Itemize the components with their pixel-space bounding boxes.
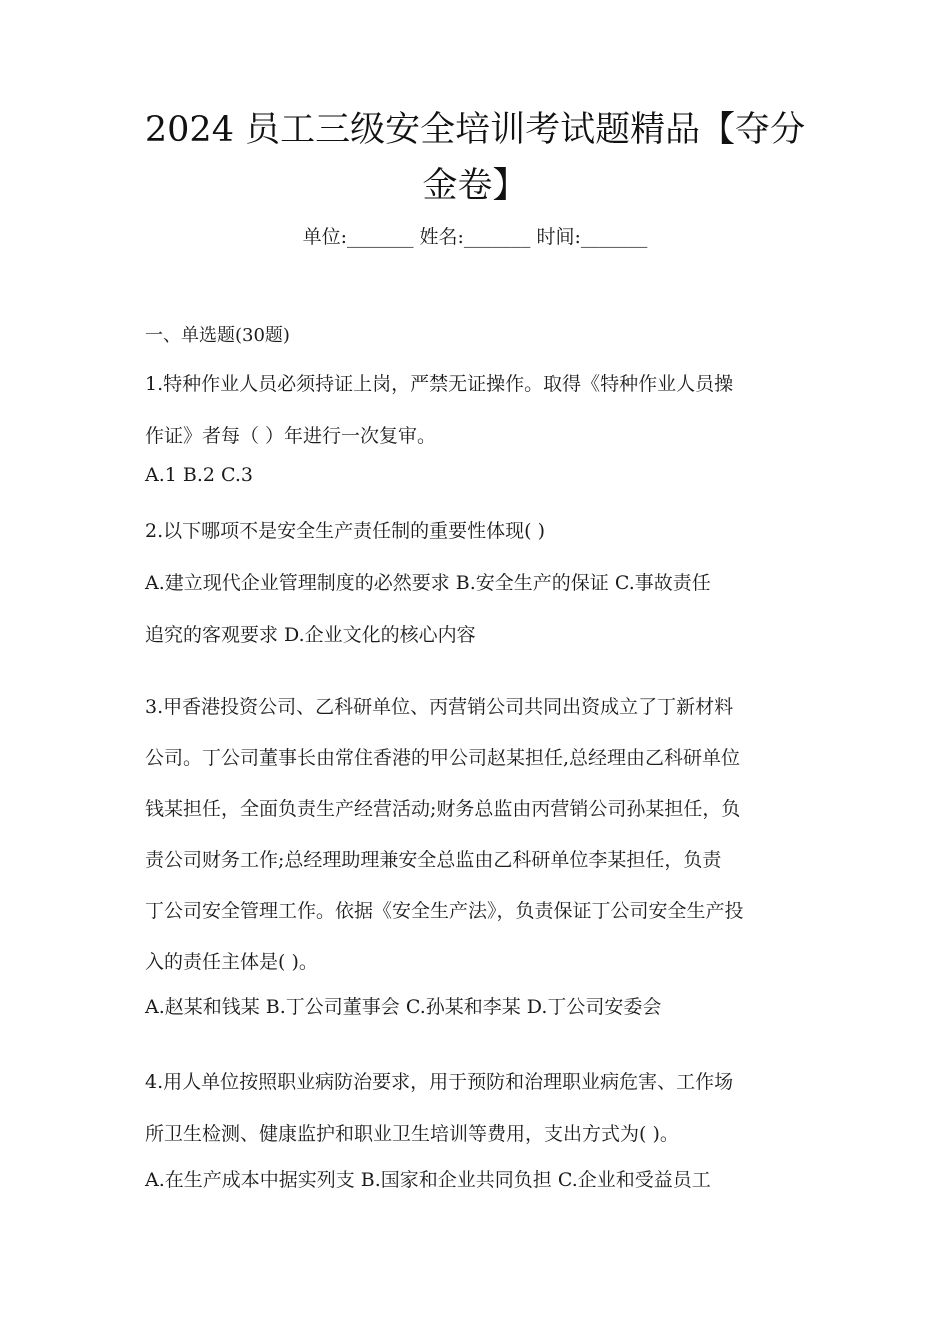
question-text-line: 所卫生检测、健康监护和职业卫生培训等费用，支出方式为( )。: [145, 1123, 679, 1145]
question-options: A.赵某和钱某 B.丁公司董事会 C.孙某和李某 D.丁公司安委会: [145, 996, 662, 1018]
question-text-line: 作证》者每（ ）年进行一次复审。: [145, 425, 437, 447]
question-text-line: 3.甲香港投资公司、乙科研单位、丙营销公司共同出资成立了丁新材料: [145, 696, 734, 718]
question-options: A.在生产成本中据实列支 B.国家和企业共同负担 C.企业和受益员工: [145, 1169, 711, 1191]
title-line-1: 2024 员工三级安全培训考试题精品【夺分: [144, 110, 806, 150]
question-text-line: 钱某担任，全面负责生产经营活动;财务总监由丙营销公司孙某担任，负: [145, 798, 741, 820]
question-options: 追究的客观要求 D.企业文化的核心内容: [145, 624, 476, 646]
question-options: A.建立现代企业管理制度的必然要求 B.安全生产的保证 C.事故责任: [145, 572, 711, 594]
question-text-line: 1.特种作业人员必须持证上岗，严禁无证操作。取得《特种作业人员操: [145, 373, 734, 395]
question-text-line: 责公司财务工作;总经理助理兼安全总监由乙科研单位李某担任，负责: [145, 849, 722, 871]
exam-info-line: [0, 223, 950, 251]
document-title: [140, 102, 810, 214]
exam-info-text: 单位:_______ 姓名:_______ 时间:_______: [302, 226, 648, 248]
section-heading: 一、单选题(30题): [145, 325, 290, 346]
question-text-line: 4.用人单位按照职业病防治要求，用于预防和治理职业病危害、工作场: [145, 1071, 734, 1093]
question-options: A.1 B.2 C.3: [145, 464, 254, 486]
question-text-line: 丁公司安全管理工作。依据《安全生产法》，负责保证丁公司安全生产投: [145, 900, 744, 922]
question-text-line: 公司。丁公司董事长由常住香港的甲公司赵某担任,总经理由乙科研单位: [145, 747, 741, 769]
title-line-2: 金卷】: [422, 166, 528, 206]
question-text-line: 2.以下哪项不是安全生产责任制的重要性体现( ): [145, 520, 545, 542]
question-text-line: 入的责任主体是( )。: [145, 951, 318, 973]
